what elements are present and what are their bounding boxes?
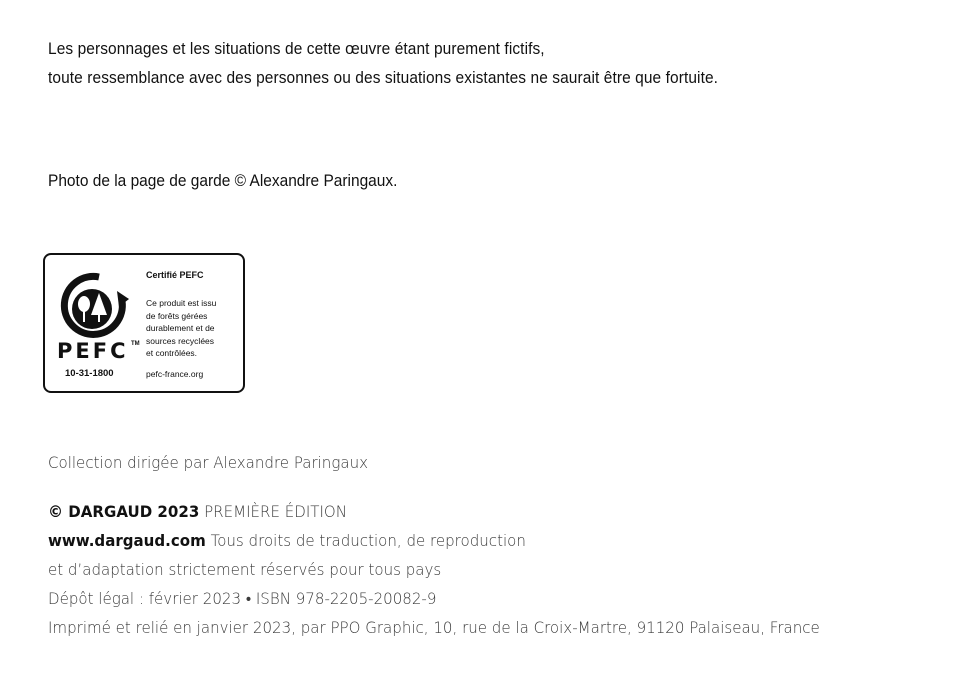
pefc-text-line: Ce produit est issu <box>146 298 217 308</box>
edition-label: PREMIÈRE ÉDITION <box>199 502 347 521</box>
collection-director: Collection dirigée par Alexandre Paringaux <box>48 453 369 472</box>
pefc-text-line: et contrôlées. <box>146 348 198 358</box>
pefc-certification-box <box>43 253 245 393</box>
pefc-website: pefc-france.org <box>146 369 204 379</box>
pefc-text-line: durablement et de <box>146 323 215 333</box>
publisher-website: www.dargaud.com <box>48 531 206 550</box>
pefc-text-line: de forêts gérées <box>146 310 208 321</box>
pefc-wordmark: PEFC <box>57 339 129 363</box>
pefc-heading: Certifié PEFC <box>146 270 204 280</box>
rights-line-1 <box>48 530 526 552</box>
pefc-description <box>146 297 216 360</box>
legal-deposit-isbn: Dépôt légal : février 2023 • ISBN 978-2205-20082-9 <box>48 589 437 608</box>
pefc-tree-logo-icon <box>59 271 129 341</box>
copyright-line <box>48 501 347 523</box>
disclaimer-line-1: Les personnages et les situations de cette œuvre étant purement fictifs, <box>48 39 545 58</box>
printing-info: Imprimé et relié en janvier 2023, par PPO Graphic, 10, rue de la Croix-Martre, 91120 Palaiseau, France <box>48 618 820 637</box>
disclaimer-text <box>48 34 849 92</box>
pefc-license-code: 10-31-1800 <box>65 368 114 379</box>
rights-line-2: et d’adaptation strictement réservés pour tous pays <box>48 560 442 579</box>
photo-credit: Photo de la page de garde © Alexandre Paringaux. <box>48 171 398 190</box>
pefc-text-line: sources recyclées <box>146 335 215 346</box>
rights-text-1: Tous droits de traduction, de reproduction <box>205 531 526 550</box>
disclaimer-line-2: toute ressemblance avec des personnes ou des situations existantes ne saurait être que fortuite. <box>48 68 719 87</box>
pefc-trademark: TM <box>131 341 140 347</box>
copyright-publisher: © DARGAUD 2023 <box>48 502 200 521</box>
